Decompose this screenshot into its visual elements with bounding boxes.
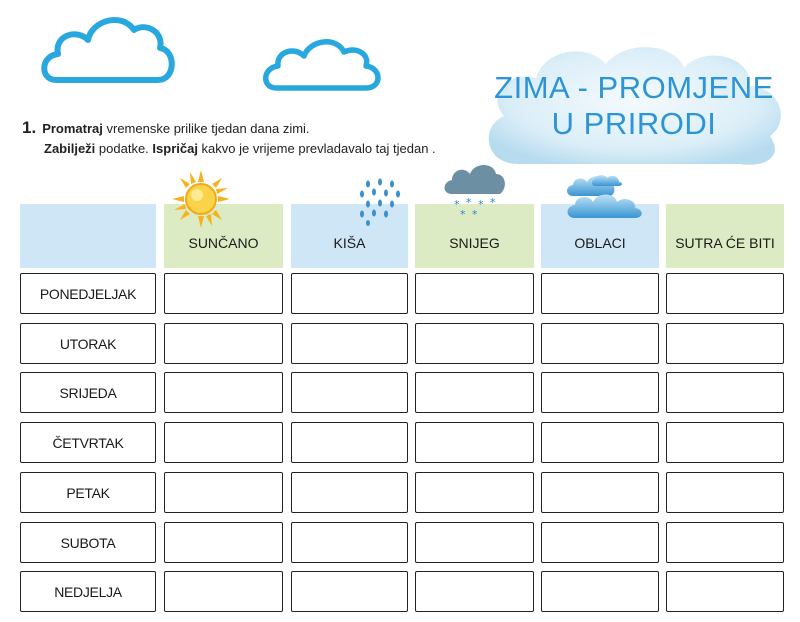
svg-text:*: * xyxy=(490,196,496,209)
snow-cloud-icon xyxy=(442,160,508,222)
cell-snow[interactable] xyxy=(415,273,534,314)
task-number: 1. xyxy=(22,118,37,137)
cell-tomorrow[interactable] xyxy=(666,422,784,463)
cell-rain[interactable] xyxy=(291,323,408,364)
task-line2-mid: podatke. xyxy=(95,141,153,156)
day-label: NEDJELJA xyxy=(20,571,156,612)
clouds-icon xyxy=(565,170,645,220)
cell-tomorrow[interactable] xyxy=(666,522,784,563)
task-line1-text: vremenske prilike tjedan dana zimi. xyxy=(102,121,310,136)
cell-rain[interactable] xyxy=(291,273,408,314)
svg-text:*: * xyxy=(478,198,484,211)
cell-rain[interactable] xyxy=(291,571,408,612)
cell-sunny[interactable] xyxy=(164,522,283,563)
day-label: PONEDJELJAK xyxy=(20,273,156,314)
cell-snow[interactable] xyxy=(415,372,534,413)
cell-clouds[interactable] xyxy=(541,372,659,413)
cell-rain[interactable] xyxy=(291,522,408,563)
day-label: UTORAK xyxy=(20,323,156,364)
page-title xyxy=(478,70,790,142)
cell-snow[interactable] xyxy=(415,522,534,563)
svg-text:*: * xyxy=(472,208,478,221)
task-verb-tell: Ispričaj xyxy=(152,141,198,156)
cell-clouds[interactable] xyxy=(541,273,659,314)
cell-tomorrow[interactable] xyxy=(666,372,784,413)
header-label-rain: KIŠA xyxy=(333,235,366,251)
cell-tomorrow[interactable] xyxy=(666,323,784,364)
cell-tomorrow[interactable] xyxy=(666,472,784,513)
task-instructions xyxy=(22,118,436,159)
cell-sunny[interactable] xyxy=(164,372,283,413)
task-verb-observe: Promatraj xyxy=(42,121,103,136)
day-label: ČETVRTAK xyxy=(20,422,156,463)
header-corner xyxy=(20,204,156,268)
cell-snow[interactable] xyxy=(415,472,534,513)
cell-sunny[interactable] xyxy=(164,323,283,364)
cell-sunny[interactable] xyxy=(164,472,283,513)
svg-text:*: * xyxy=(454,198,460,211)
svg-text:*: * xyxy=(466,196,472,209)
rain-icon xyxy=(354,178,406,226)
cell-rain[interactable] xyxy=(291,422,408,463)
cell-snow[interactable] xyxy=(415,323,534,364)
svg-text:*: * xyxy=(460,208,466,221)
cell-sunny[interactable] xyxy=(164,571,283,612)
header-label-clouds: OBLACI xyxy=(574,235,626,251)
cell-snow[interactable] xyxy=(415,422,534,463)
cell-tomorrow[interactable] xyxy=(666,571,784,612)
task-line2-text: kakvo je vrijeme prevladavalo taj tjedan . xyxy=(197,141,436,156)
cell-rain[interactable] xyxy=(291,472,408,513)
cell-sunny[interactable] xyxy=(164,273,283,314)
day-label: SUBOTA xyxy=(20,522,156,563)
title-line-2: U PRIRODI xyxy=(551,106,717,141)
title-line-1: ZIMA - PROMJENE xyxy=(494,70,774,105)
outline-cloud-icon-right xyxy=(262,34,384,94)
cell-snow[interactable] xyxy=(415,571,534,612)
task-verb-record: Zabilježi xyxy=(44,141,96,156)
cell-clouds[interactable] xyxy=(541,422,659,463)
cell-clouds[interactable] xyxy=(541,472,659,513)
cell-clouds[interactable] xyxy=(541,522,659,563)
cell-clouds[interactable] xyxy=(541,323,659,364)
header-label-sunny: SUNČANO xyxy=(188,235,259,251)
header-label-tomorrow: SUTRA ĆE BITI xyxy=(675,235,775,251)
day-label: SRIJEDA xyxy=(20,372,156,413)
cell-tomorrow[interactable] xyxy=(666,273,784,314)
header-label-snow: SNIJEG xyxy=(449,235,500,251)
day-label: PETAK xyxy=(20,472,156,513)
sun-icon xyxy=(172,170,230,228)
cell-clouds[interactable] xyxy=(541,571,659,612)
header-tomorrow xyxy=(666,204,784,268)
cell-sunny[interactable] xyxy=(164,422,283,463)
outline-cloud-icon-left xyxy=(38,8,176,88)
cell-rain[interactable] xyxy=(291,372,408,413)
